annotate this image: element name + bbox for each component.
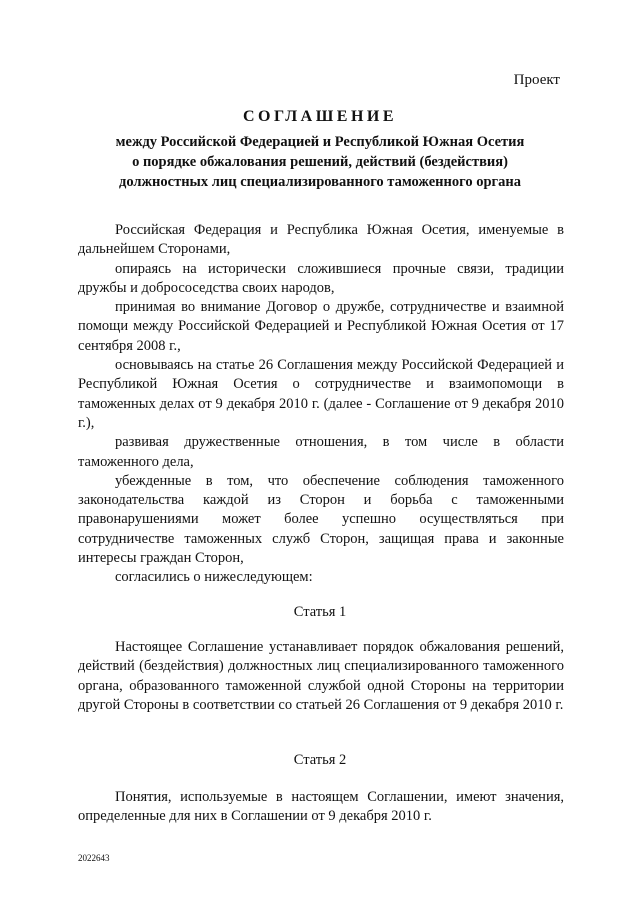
preamble (78, 221, 564, 588)
article-2-heading: Статья 2 (293, 752, 347, 768)
document-title: СОГЛАШЕНИЕ (242, 108, 398, 125)
article-paragraph: Настоящее Соглашение устанавливает порядок обжалования решений, действий (бездействия) должностных лиц специализированного таможенного органа, образованного таможенной службой одной Стороны на территории другой Стороны в соответствии со статьей 26 Соглашения от 9 декабря 2010 г. (78, 639, 564, 713)
article-2-body (78, 788, 564, 827)
subtitle-line: между Российской Федерацией и Республикой Южная Осетия (115, 134, 525, 150)
subtitle-line: о порядке обжалования решений, действий (бездействия) (132, 154, 508, 170)
preamble-paragraph: развивая дружественные отношения, в том числе в области таможенного дела, (78, 434, 564, 470)
article-1-body (78, 638, 564, 715)
article-1-heading: Статья 1 (293, 604, 347, 620)
document-code: 2022643 (78, 853, 110, 863)
preamble-paragraph: Российская Федерация и Республика Южная Осетия, именуемые в дальнейшем Сторонами, (78, 222, 564, 258)
preamble-paragraph: согласились о нижеследующем: (115, 569, 313, 586)
document-subtitle (90, 132, 550, 192)
preamble-paragraph: опираясь на исторически сложившиеся прочные связи, традиции дружбы и добрососедства своих народов, (78, 260, 564, 296)
article-paragraph: Понятия, используемые в настоящем Соглашении, имеют значения, определенные для них в Соглашении от 9 декабря 2010 г. (78, 789, 564, 825)
preamble-paragraph: убежденные в том, что обеспечение соблюдения таможенного законодательства каждой из Сторон и борьба с таможенными правонарушениями может более успешно осуществляться при сотрудничестве таможенных служб Сторон, защищая права и законные интересы граждан Сторон, (78, 472, 564, 567)
draft-label: Проект (513, 72, 560, 88)
preamble-paragraph: принимая во внимание Договор о дружбе, сотрудничестве и взаимной помощи между Российской Федерацией и Республикой Южная Осетия от 17 сентября 2008 г., (78, 299, 564, 354)
preamble-paragraph: основываясь на статье 26 Соглашения между Российской Федерацией и Республикой Южная Осетия о сотрудничестве и взаимопомощи в таможенных делах от 9 декабря 2010 г. (далее - Соглашение от 9 декабря 2010 г.), (78, 357, 564, 431)
subtitle-line: должностных лиц специализированного таможенного органа (119, 174, 521, 190)
